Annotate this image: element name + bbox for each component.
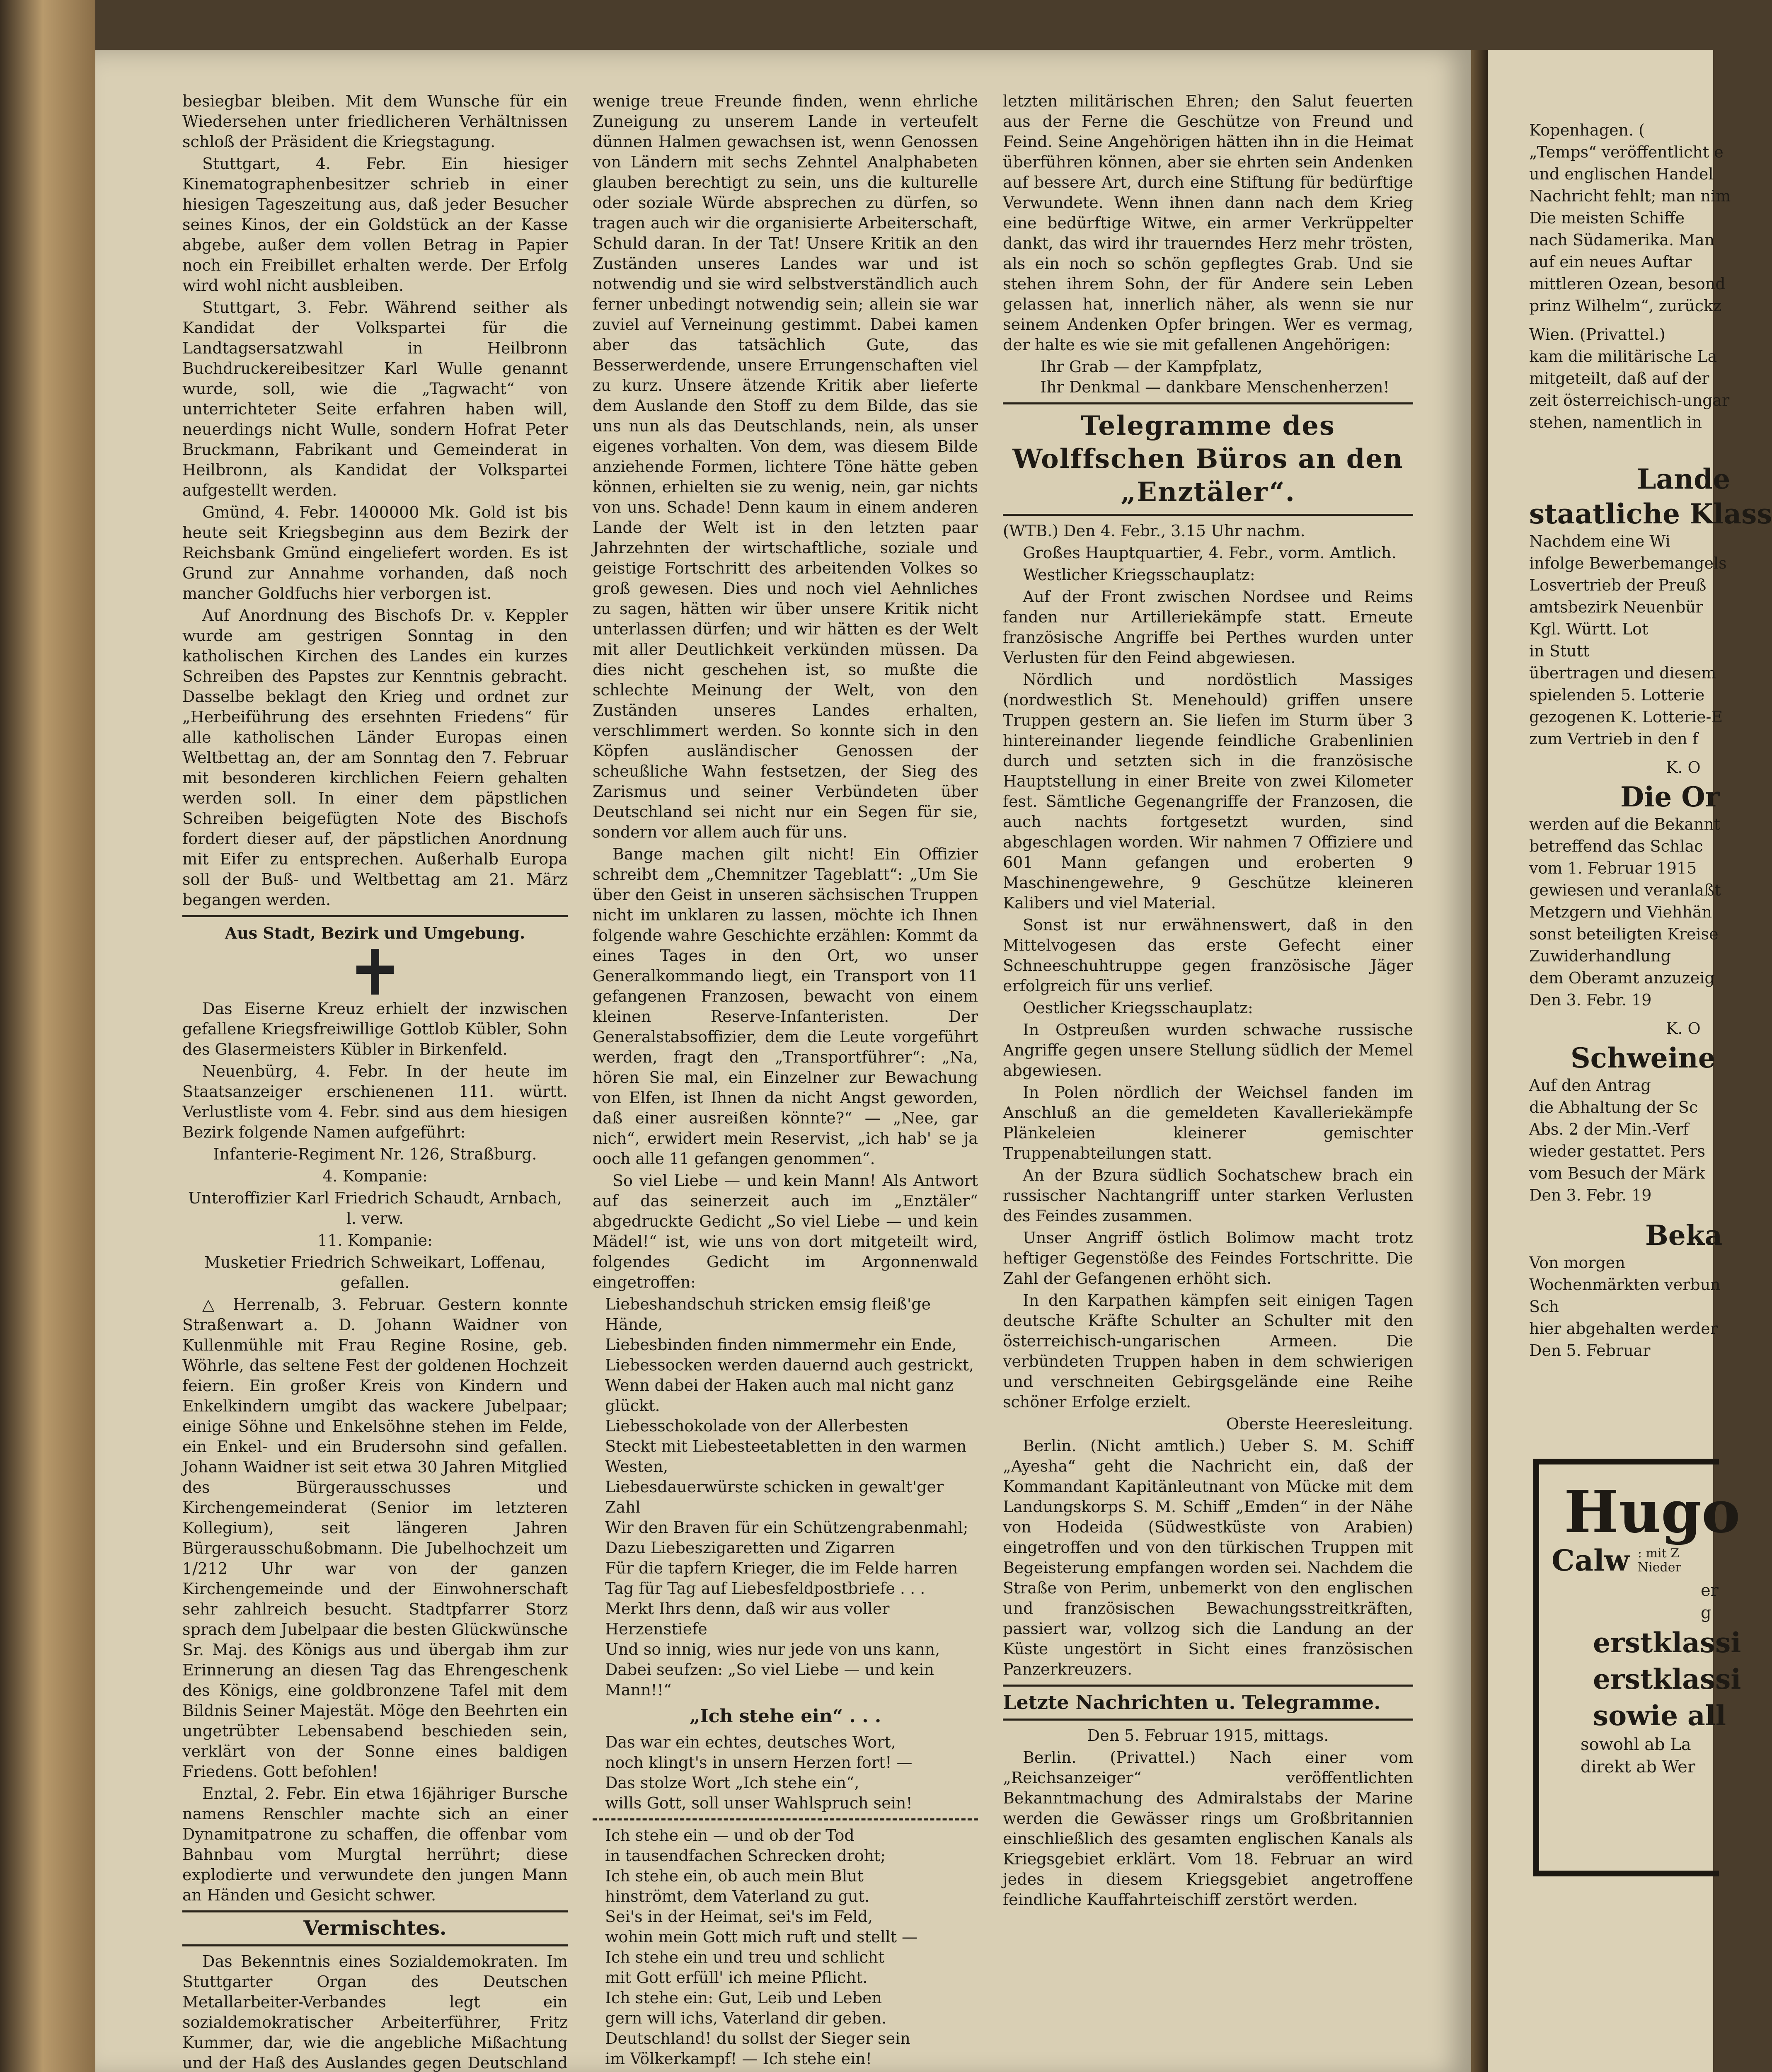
notice-heading: Schweine — [1571, 1042, 1716, 1074]
fragment-line: Auf den Antrag — [1529, 1076, 1651, 1094]
article-text: Auf der Front zwischen Nordsee und Reims fanden nur Artilleriekämpfe statt. Erneute französische Angriffe bei Perthes wurden unter Verlusten für den Feind abgewiesen. — [1003, 588, 1413, 667]
divider — [1003, 402, 1413, 404]
poem-line: Ich stehe ein, ob auch mein Blut — [605, 1867, 864, 1885]
article-text: In den Karpathen kämpfen seit einigen Tagen deutsche Kräfte Schulter an Schulter mit den österreichisch-ungarischen Armeen. Die verbündeten Truppen haben in dem schwierigen und verschneiten Gebirgsgelände eine Reihe schöner Erfolge erzielt. — [1003, 1291, 1413, 1411]
notice-text — [1529, 1075, 1713, 1205]
ad-text: g — [1701, 1603, 1711, 1622]
fragment-line: Kopenhagen. ( — [1529, 121, 1645, 139]
fragment-line: übertragen und diesem — [1529, 664, 1716, 682]
poem-line: Tag für Tag auf Liebesfeldpostbriefe . . . — [605, 1579, 925, 1598]
fragment-line: Wien. (Privattel.) — [1529, 325, 1665, 344]
poem-line: Dazu Liebeszigaretten und Zigarren — [605, 1539, 895, 1557]
poem-line: hinströmt, dem Vaterland zu gut. — [605, 1887, 870, 1905]
ad-note-line: : mit Z — [1637, 1546, 1680, 1561]
article-text: Das Eiserne Kreuz erhielt der inzwischen gefallene Kriegsfreiwillige Gottlob Kübler, Sohn des Glasermeisters Kübler in Birkenfeld. — [182, 1000, 568, 1058]
ad-bold: erstklassi — [1593, 1663, 1741, 1695]
column-3 — [1003, 91, 1413, 1912]
fragment-line: „Temps“ veröffentlicht e — [1529, 143, 1724, 161]
article-text: Nördlich und nordöstlich Massiges (nordwestlich St. Menehould) griffen unsere Truppen gestern an. Sie liefen im Sturm über 3 hintereinander liegende feindliche Grabenlinien durch und setzten sich in die französische Hauptstellung in einer Breite von zwei Kilometer fest. Sämtliche Gegenangriffe der Franzosen, die auch nachts fortgesetzt wurden, sind abgeschlagen worden. Wir nahmen 7 Offiziere und 601 Mann gefangen und eroberten 9 Maschinengewehre, 9 Geschütze kleineren Kalibers und viel Material. — [1003, 670, 1413, 912]
fragment-line: Losvertrieb der Preuß — [1529, 576, 1707, 594]
fragment-line: Abs. 2 der Min.-Verf — [1529, 1120, 1689, 1138]
fragment-line: gezogenen K. Lotterie-E — [1529, 708, 1723, 726]
ad-note — [1638, 1547, 1681, 1575]
poem-line: Das war ein echtes, deutsches Wort, — [605, 1733, 896, 1751]
article-text: besiegbar bleiben. Mit dem Wunsche für ein Wiedersehen unter friedlicheren Verhältnissen schloß der Präsident die Kriegstagung. — [182, 92, 568, 151]
poem-line: Für die tapfern Krieger, die im Felde harren — [605, 1559, 958, 1577]
notice-label: K. O — [1666, 758, 1701, 777]
news-fragment — [1529, 120, 1731, 316]
article-text: Stuttgart, 3. Febr. Während seither als Kandidat der Volkspartei für die Landtagsersatzwahl in Heilbronn Buchdruckereibesitzer Karl Wulle genannt wurde, soll, wie die „Tagwacht“ von unterrichteter Seite erfahren haben will, neuerdings nicht Wulle, sondern Hofrat Peter Bruckmann, Fabrikant und Gemeinderat in Heilbronn, als Kandidat der Volkspartei aufgestellt werden. — [182, 298, 568, 499]
ad-name: Hugo — [1564, 1478, 1741, 1546]
divider — [1003, 1685, 1413, 1687]
fragment-line: wieder gestattet. Pers — [1529, 1142, 1705, 1160]
article-text: letzten militärischen Ehren; den Salut feuerten aus der Ferne die Geschütze von Freund und Feind. Seine Angehörigen hätten ihn in die Heimat überführen können, aber sie ehrten sein Andenken auf bessere Art, durch eine Stiftung für bedürftige Verwundete. Wenn ihnen dann nach dem Krieg eine bedürftige Witwe, ein armer Verkrüppelter dankt, das wird ihr trauerndes Herz mehr trösten, als ein noch so schön gepflegtes Grab. Und sie stehen ihrem Sohn, der für Andere sein Leben gelassen hat, innerlich näher, als wenn sie nur seinem Andenken Opfer bringen. Wer es vermag, der halte es wie sie mit gefallenen Angehörigen: — [1003, 92, 1413, 354]
divider — [182, 1910, 568, 1912]
article-text: An der Bzura südlich Sochatschew brach ein russischer Nachtangriff unter starken Verlusten des Feindes zusammen. — [1003, 1166, 1413, 1225]
fragment-line: spielenden 5. Lotterie — [1529, 686, 1705, 704]
poem-line: in tausendfachen Schrecken droht; — [605, 1847, 886, 1865]
section-heading: Vermischtes. — [303, 1917, 447, 1940]
poem-line: Deutschland! du sollst der Sieger sein — [605, 2029, 910, 2048]
article-text: Bange machen gilt nicht! Ein Offizier schreibt dem „Chemnitzer Tageblatt“: „Um Sie über den Geist in unseren sächsischen Truppen nicht im unklaren zu lassen, möchte ich Ihnen folgende wahre Geschichte erzählen: Kommt da eines Tages in den Ort, wo unser Generalkommando liegt, ein Transport von 11 gefangenen Franzosen, bewacht von einem kleinen Reserve-Infanteristen. Der Generalstabsoffizier, dem die Leute vorgeführt werden, fragt den „Transportführer“: „Na, hören Sie mal, ein Einzelner zur Bewachung von Elfen, ist Ihnen da nicht Angst geworden, daß einer ausreißen könnte?“ — „Nee, gar nich“, erwidert mein Reservist, „ich hab' se ja ooch alle 11 gefangen genommen“. — [593, 845, 978, 1168]
article-text: Berlin. (Nicht amtlich.) Ueber S. M. Schiff „Ayesha“ geht die Nachricht ein, daß der Kommandant Kapitänleutnant von Mücke mit dem Landungskorps S. M. Schiff „Emden“ in der Nähe von Hodeida (Südwestküste von Arabien) eingetroffen und von den türkischen Truppen mit Begeisterung empfangen worden sei. Nachdem die Straße von Perim, unbemerkt von den englischen und französischen Bewachungsstreitkräften, passiert war, vollzog sich die Landung an der Küste ungestört in Sicht eines französischen Panzerkreuzers. — [1003, 1437, 1413, 1678]
fragment-line: zeit österreichisch-ungar — [1529, 391, 1730, 409]
fragment-line: Nachricht fehlt; man nim — [1529, 187, 1731, 205]
poem-line: noch klingt's in unsern Herzen fort! — — [605, 1753, 913, 1772]
section-heading: Letzte Nachrichten u. Telegramme. — [1003, 1691, 1381, 1714]
ad-text: sowohl ab La — [1581, 1735, 1691, 1754]
poem-liebe — [605, 1294, 978, 1700]
article-text: Das Bekenntnis eines Sozialdemokraten. Im Stuttgarter Organ des Deutschen Metallarbeiter-Verbandes legt ein sozialdemokratischer Arbeiterführer, Fritz Kummer, dar, wie die angebliche Mißachtung und der Haß des Auslandes gegen Deutschland — [182, 1952, 568, 2072]
fragment-line: vom Besuch der Märk — [1529, 1164, 1705, 1182]
news-fragment — [1529, 324, 1730, 433]
article-text: Berlin. (Privattel.) Nach einer vom „Reichsanzeiger“ veröffentlichten Bekanntmachung des Admiralstabs der Marine werden die Gewässer rings um Großbritannien einschließlich des gesamten englischen Kanals als Kriegsgebiet erklärt. Vom 18. Februar an wird jedes in diesem Kriegsgebiet angetroffene feindliche Kauffahrteischiff zerstört werden. — [1003, 1748, 1413, 1909]
ad-note-line: Nieder — [1637, 1560, 1681, 1575]
article-text: Gmünd, 4. Febr. 1400000 Mk. Gold ist bis heute seit Kriegsbeginn aus dem Bezirk der Reichsbank Gmünd eingeliefert worden. Es ist Grund zur Annahme vorhanden, daß noch mancher Goldfuchs hier verborgen ist. — [182, 503, 568, 603]
fragment-line: Kgl. Württ. Lot — [1529, 620, 1649, 638]
right-page-column — [1529, 120, 1772, 1363]
fragment-line: nach Südamerika. Man — [1529, 231, 1715, 249]
notice-text — [1529, 1253, 1721, 1361]
fragment-line: kam die militärische La — [1529, 347, 1717, 366]
dateline: Den 5. Februar 1915, mittags. — [1087, 1726, 1329, 1745]
poem-stanza — [605, 1825, 978, 2069]
poem-line: Liebesbinden finden nimmermehr ein Ende, — [605, 1336, 957, 1354]
poem-line: Liebeshandschuh stricken emsig fleiß'ge Hände, — [605, 1295, 931, 1334]
quote-line: Ihr Denkmal — dankbare Menschenherzen! — [1040, 378, 1390, 396]
column-2 — [593, 91, 978, 2072]
poem-line: wohin mein Gott mich ruft und stellt — — [605, 1928, 918, 1946]
poem-line: Ich stehe ein: Gut, Leib und Leben — [605, 1989, 882, 2007]
fragment-line: Wochenmärkten verbun — [1529, 1276, 1721, 1294]
fragment-line: zum Vertrieb in den f — [1529, 730, 1698, 748]
casualty-line: Unteroffizier Karl Friedrich Schaudt, Arnbach, l. verw. — [188, 1189, 562, 1227]
poem-line: Liebesschokolade von der Allerbesten — [605, 1417, 909, 1435]
poem-line: Wir den Braven für ein Schützengrabenmahl; — [605, 1518, 968, 1537]
book-spine — [0, 0, 95, 2072]
fragment-line: Zuwiderhandlung — [1529, 947, 1671, 965]
divider — [182, 915, 568, 917]
fragment-line: mittleren Ozean, besond — [1529, 275, 1726, 293]
fragment-line: gewiesen und veranlaßt — [1529, 881, 1721, 899]
article-text: △ Herrenalb, 3. Februar. Gestern konnte Straßenwart a. D. Johann Waidner von Kullenmühle mit Frau Regine Rosine, geb. Wöhrle, das seltene Fest der goldenen Hochzeit feiern. Ein großer Kreis von Kindern und Enkelkindern umgibt das wackere Jubelpaar; einige Söhne und Enkelsöhne stehen im Felde, ein Enkel- und ein Brudersohn sind gefallen. Johann Waidner ist seit etwa 30 Jahren Mitglied des Bürgerausschusses und Kirchengemeinderat (Senior im letzteren Kollegium), seit längeren Jahren Bürgerausschußobmann. Die Jubelhochzeit um 1/212 Uhr war von der ganzen Kirchengemeinde und der Einwohnerschaft sehr zahlreich besucht. Stadtpfarrer Storz sprach dem Jubelpaar die besten Glückwünsche Sr. Maj. des Königs aus und übergab ihm zur Erinnerung an diesen Tag das Ehrengeschenk des Königs, eine goldbronzene Tafel mit dem Bildnis Seiner Majestät. Möge den Beehrten ein ungetrübter Lebensabend beschieden sein, verklärt von der Sonne eines baldigen Friedens. Gott befohlen! — [182, 1295, 568, 1781]
poem-line: wills Gott, soll unser Wahlspruch sein! — [605, 1794, 913, 1812]
fragment-line: dem Oberamt anzuzeig — [1529, 969, 1715, 987]
fragment-line: vom 1. Februar 1915 — [1529, 859, 1697, 877]
advertisement-hugo — [1533, 1459, 1741, 1876]
divider — [1003, 1719, 1413, 1721]
notice-label: K. O — [1666, 1019, 1701, 1038]
poem-line: Und so innig, wies nur jede von uns kann, — [605, 1640, 940, 1658]
company-line: 4. Kompanie: — [322, 1167, 428, 1185]
ad-bold: erstklassi — [1593, 1627, 1741, 1659]
fragment-line: Den 3. Febr. 19 — [1529, 1186, 1652, 1204]
fragment-line: und englischen Handel — [1529, 165, 1714, 183]
poem-line: gern will ichs, Vaterland dir geben. — [605, 2009, 887, 2027]
fragment-line: Nachdem eine Wi — [1529, 532, 1670, 550]
fragment-line: Den 3. Febr. 19 — [1529, 991, 1652, 1009]
article-text: Auf Anordnung des Bischofs Dr. v. Keppler wurde am gestrigen Sonntag in den katholischen Kirchen des Landes ein kurzes Schreiben des Papstes zur Kenntnis gebracht. Dasselbe beklagt den Krieg und ordnet zur „Herbeiführung des ersehnten Friedens“ für alle katholischen Länder Europas einen Weltbettag an, der am Sonntag den 7. Februar mit besonderen kirchlichen Feiern gehalten werden soll. In einer dem päpstlichen Schreiben beigefügten Note des Bischofs fordert dieser auf, der päpstlichen Anordnung mit Eifer zu entsprechen. Außerhalb Europa soll der Buß- und Weltbettag am 21. März begangen werden. — [182, 606, 568, 909]
article-text: In Polen nördlich der Weichsel fanden im Anschluß an die gemeldeten Kavalleriekämpfe Plänkeleien kleinerer gemischter Truppenabteilungen statt. — [1003, 1083, 1413, 1162]
fragment-line: sonst beteiligten Kreise — [1529, 925, 1719, 943]
subheading: Westlicher Kriegsschauplatz: — [1023, 566, 1255, 584]
article-text: Neuenbürg, 4. Febr. In der heute im Staatsanzeiger erschienenen 111. württ. Verlustliste vom 4. Febr. sind aus dem hiesigen Bezirk folgende Namen aufgeführt: — [182, 1062, 568, 1141]
article-text: Unser Angriff östlich Bolimow macht trotz heftiger Gegenstöße des Feindes Fortschritte. Die Zahl der Gefangenen erhöht sich. — [1003, 1229, 1413, 1288]
fragment-line: amtsbezirk Neuenbür — [1529, 598, 1703, 616]
ad-text: er — [1701, 1581, 1719, 1600]
divider — [1003, 514, 1413, 516]
fragment-line: werden auf die Bekannt — [1529, 815, 1721, 833]
poem-line: Sei's in der Heimat, sei's im Feld, — [605, 1907, 873, 1926]
poem-line: Dabei seufzen: „So viel Liebe — und kein Mann!!“ — [605, 1661, 934, 1699]
divider — [593, 1818, 978, 1820]
fragment-line: Sch — [1529, 1297, 1559, 1316]
casualty-line: Musketier Friedrich Schweikart, Loffenau, gefallen. — [204, 1253, 546, 1292]
article-text: Stuttgart, 4. Febr. Ein hiesiger Kinematographenbesitzer schrieb in einer hiesigen Tageszeitung aus, daß jeder Besucher seines Kinos, der ein Goldstück an der Kasse abgebe, außer dem vollen Betrag in Papier noch ein Freibillet erhalten werde. Der Erfolg wird wohl nicht ausbleiben. — [182, 155, 568, 295]
dateline: Großes Hauptquartier, 4. Febr., vorm. Amtlich. — [1023, 544, 1397, 562]
notice-heading: Beka — [1645, 1219, 1723, 1251]
article-text: Enztal, 2. Febr. Ein etwa 16jähriger Bursche namens Renschler machte sich an einer Dynamitpatrone zu schaffen, die offenbar vom Bahnbau vom Murgtal herrührt; diese explodierte und verwundete den jungen Mann an Händen und Gesicht schwer. — [182, 1784, 568, 1904]
poem-line: Ich stehe ein — und ob der Tod — [605, 1826, 855, 1844]
fragment-line: infolge Bewerbemangels — [1529, 554, 1727, 572]
poem-line: Steckt mit Liebesteetabletten in den warmen Westen, — [605, 1437, 967, 1476]
fragment-line: Den 5. Februar — [1529, 1341, 1651, 1360]
regiment-line: Infanterie-Regiment Nr. 126, Straßburg. — [213, 1145, 537, 1163]
poem-line: im Völkerkampf! — Ich stehe ein! — [605, 2050, 872, 2068]
dateline: (WTB.) Den 4. Febr., 3.15 Uhr nachm. — [1003, 522, 1305, 540]
quote-line: Ihr Grab — der Kampfplatz, — [1040, 358, 1263, 376]
subheading: Oestlicher Kriegsschauplatz: — [1023, 999, 1253, 1017]
poem-line: Ich stehe ein und treu und schlicht — [605, 1948, 885, 1966]
divider — [182, 1944, 568, 1946]
iron-cross-icon — [356, 949, 394, 995]
telegram-title: Telegramme des Wolffschen Büros an den „Enztäler“. — [1012, 410, 1404, 508]
poem-line: Das stolze Wort „Ich stehe ein“, — [605, 1774, 859, 1792]
notice-text — [1529, 814, 1721, 1010]
article-text: In Ostpreußen wurden schwache russische Angriffe gegen unsere Stellung südlich der Memel abgewiesen. — [1003, 1021, 1413, 1080]
poem-line: Liebesdauerwürste schicken in gewalt'ger Zahl — [605, 1478, 944, 1516]
section-heading: Aus Stadt, Bezirk und Umgebung. — [225, 924, 525, 942]
ad-bold: sowie all — [1593, 1699, 1726, 1732]
poem-line: Liebessocken werden dauernd auch gestrickt, — [605, 1356, 974, 1374]
fragment-line: die Abhaltung der Sc — [1529, 1098, 1698, 1116]
fragment-line: Metzgern und Viehhän — [1529, 903, 1712, 921]
fragment-line: stehen, namentlich in — [1529, 413, 1702, 431]
fragment-line: prinz Wilhelm“, zurückz — [1529, 297, 1722, 315]
fragment-line: betreffend das Schlac — [1529, 837, 1703, 855]
article-text: Sonst ist nur erwähnenswert, daß in den Mittelvogesen das erste Gefecht einer Schneeschuhtruppe gegen französische Jäger erfolgreich für uns verlief. — [1003, 916, 1413, 995]
fragment-line: mitgeteilt, daß auf der — [1529, 369, 1709, 387]
notice-heading: staatliche Klass — [1529, 498, 1772, 530]
fragment-line: Von morgen — [1529, 1254, 1625, 1272]
fragment-line: hier abgehalten werder — [1529, 1319, 1718, 1338]
poem-line: Wenn dabei der Haken auch mal nicht ganz glückt. — [605, 1376, 954, 1415]
article-text: So viel Liebe — und kein Mann! Als Antwort auf das seinerzeit auch im „Enztäler“ abgedruckte Gedicht „So viel Liebe — und kein Mädel!“ ist, wie uns von dort mitgeteilt wird, folgendes Gedicht im Argonnenwald eingetroffen: — [593, 1172, 978, 1291]
notice-text — [1529, 531, 1727, 749]
signature: Oberste Heeresleitung. — [1226, 1415, 1413, 1433]
fragment-line: auf ein neues Auftar — [1529, 253, 1692, 271]
ad-town: Calw — [1552, 1543, 1629, 1578]
ad-text: direkt ab Wer — [1581, 1757, 1696, 1777]
column-1 — [182, 91, 568, 2072]
fragment-line: in Stutt — [1529, 642, 1590, 660]
fragment-line: Die meisten Schiffe — [1529, 209, 1685, 227]
article-text: wenige treue Freunde finden, wenn ehrliche Zuneigung zu unserem Lande in verteufelt dünnen Halmen gewachsen ist, wenn Genossen von Ländern mit sechs Zehntel Analphabeten glauben berechtigt zu sein, uns die kulturelle oder soziale Würde absprechen zu dürfen, so tragen auch wir die organisierte Arbeiterschaft, Schuld daran. In der Tat! Unsere Kritik an den Zuständen unseres Landes war und ist notwendig und sie wird selbstverständlich auch ferner unbedingt notwendig sein; allein sie war zuviel auf Verneinung gestimmt. Dabei kamen aber das tatsächlich Gute, das Besserwerdende, unsere Errungenschaften viel zu kurz. Unsere ätzende Kritik aber lieferte dem Auslande den Stoff zu dem Bilde, das sie uns nun als das Deutschlands, nein, als unser eigenes vorhalten. Von dem, was diesem Bilde anziehende Formen, lichtere Töne hätte geben können, erhielten sie zu wenig, nein, gar nichts von uns. Schade! Denn kaum in einem anderen Lande der Welt ist in den letzten paar Jahrzehnten der wirtschaftliche, soziale und geistige Fortschritt des arbeitenden Volkes so groß gewesen. Dies und noch viel Aehnliches zu sagen, hätten wir über unsere Kritik nicht unterlassen dürfen; und wir hätten es der Welt mit aller Deutlichkeit verkünden müssen. Da dies nicht geschehen ist, so mußte die schlechte Meinung der Welt, von den Zuständen unseres Landes erhalten, verschlimmert werden. So konnte sich in den Köpfen ausländischer Genossen der scheußliche Wahn festsetzen, der Sieg des Zarismus und seiner Verbündeten über Deutschland sei nicht nur ein Segen für sie, sondern vor allem auch für uns. — [593, 92, 978, 841]
company-line: 11. Kompanie: — [317, 1231, 433, 1249]
page-gutter — [1471, 50, 1488, 2072]
poem-line: Merkt Ihrs denn, daß wir aus voller Herzenstiefe — [605, 1600, 890, 1638]
poem-line: mit Gott erfüll' ich meine Pflicht. — [605, 1968, 868, 1987]
notice-heading: Lande — [1637, 463, 1731, 495]
poem-stanza — [605, 1732, 978, 1813]
poem-author — [593, 2069, 978, 2072]
notice-heading: Die Or — [1620, 781, 1720, 813]
poem-title: „Ich stehe ein“ . . . — [689, 1706, 881, 1727]
